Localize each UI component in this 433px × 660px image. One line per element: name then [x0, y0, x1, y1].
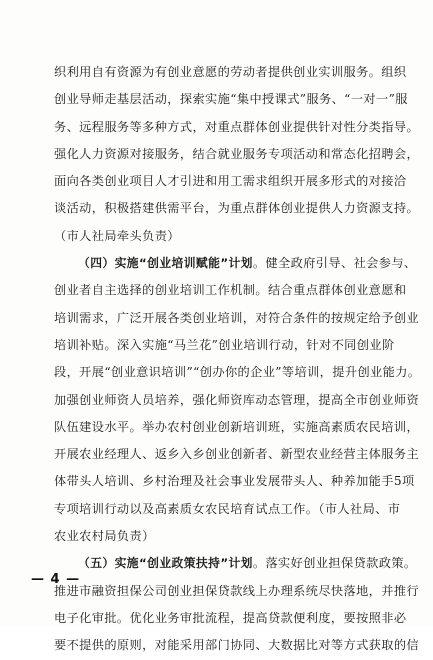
- text-line: 开展农业经理人、返乡入乡创业创新者、新型农业经营主体服务主: [54, 447, 420, 462]
- text-line: （市人社局牵头负责）: [54, 228, 180, 243]
- text-line: 段，开展“创业意识培训”“创办你的企业”等培训，提升创业能力。: [54, 365, 421, 380]
- text-line: 专项培训行动以及高素质女农民培育试点工作。（市人社局、市: [54, 501, 401, 516]
- text-line: 要不提供的原则，对能采用部门协同、大数据比对等方式获取的信: [54, 638, 420, 653]
- text-line: 创业者自主选择的创业培训工作机制。结合重点群体创业意愿和: [54, 283, 407, 298]
- text-line: 培训需求，广泛开展各类创业培训，对符合条件的按规定给予创业: [54, 310, 420, 325]
- section-5-text: 。落实好创业担保贷款政策。: [252, 556, 417, 571]
- text-line: 强化人力资源对接服务，结合就业服务专项活动和常态化招聘会，: [54, 146, 420, 161]
- text-line: 谈活动，积极搭建供需平台，为重点群体创业提供人力资源支持。: [54, 201, 420, 216]
- section-4-heading: （四）实施“创业培训赋能”计划: [78, 256, 253, 271]
- text-line: 培训补贴。深入实施“马兰花”创业培训行动，针对不同创业阶: [54, 337, 395, 352]
- text-line: 农业农村局负责）: [54, 529, 155, 544]
- body-text: [54, 59, 421, 660]
- section-5-heading: （五）实施“创业政策扶持”计划: [78, 556, 253, 571]
- text-line: 电子化审批。优化业务审批流程，提高贷款便利度，要按照非必: [54, 610, 407, 625]
- text-line: 加强创业师资人员培养，强化师资库动态管理，提高全市创业师资: [54, 392, 420, 407]
- text-line: 务、远程服务等多种方式，对重点群体创业提供针对性分类指导。: [54, 119, 420, 134]
- text-line: 队伍建设水平。举办农村创业创新培训班，实施高素质农民培训，: [54, 419, 420, 434]
- page-number: — 4 —: [31, 572, 81, 587]
- text-line: 面向各类创业项目人才引进和用工需求组织开展多形式的对接洽: [54, 174, 407, 189]
- section-5-first-line: [54, 550, 417, 577]
- section-4-text: 。健全政府引导、社会参与、: [252, 256, 417, 271]
- text-line: 创业导师走基层活动，探索实施“集中授课式”服务、“一对一”服: [54, 92, 408, 107]
- section-4-first-line: [54, 250, 417, 277]
- text-line: 推进市融资担保公司创业担保贷款线上办理系统尽快落地，并推行: [54, 583, 420, 598]
- text-line: 织利用自有资源为有创业意愿的劳动者提供创业实训服务。组织: [54, 65, 407, 79]
- text-line: 体带头人培训、乡村治理及社会事业发展带头人、种养加能手5项: [54, 474, 415, 489]
